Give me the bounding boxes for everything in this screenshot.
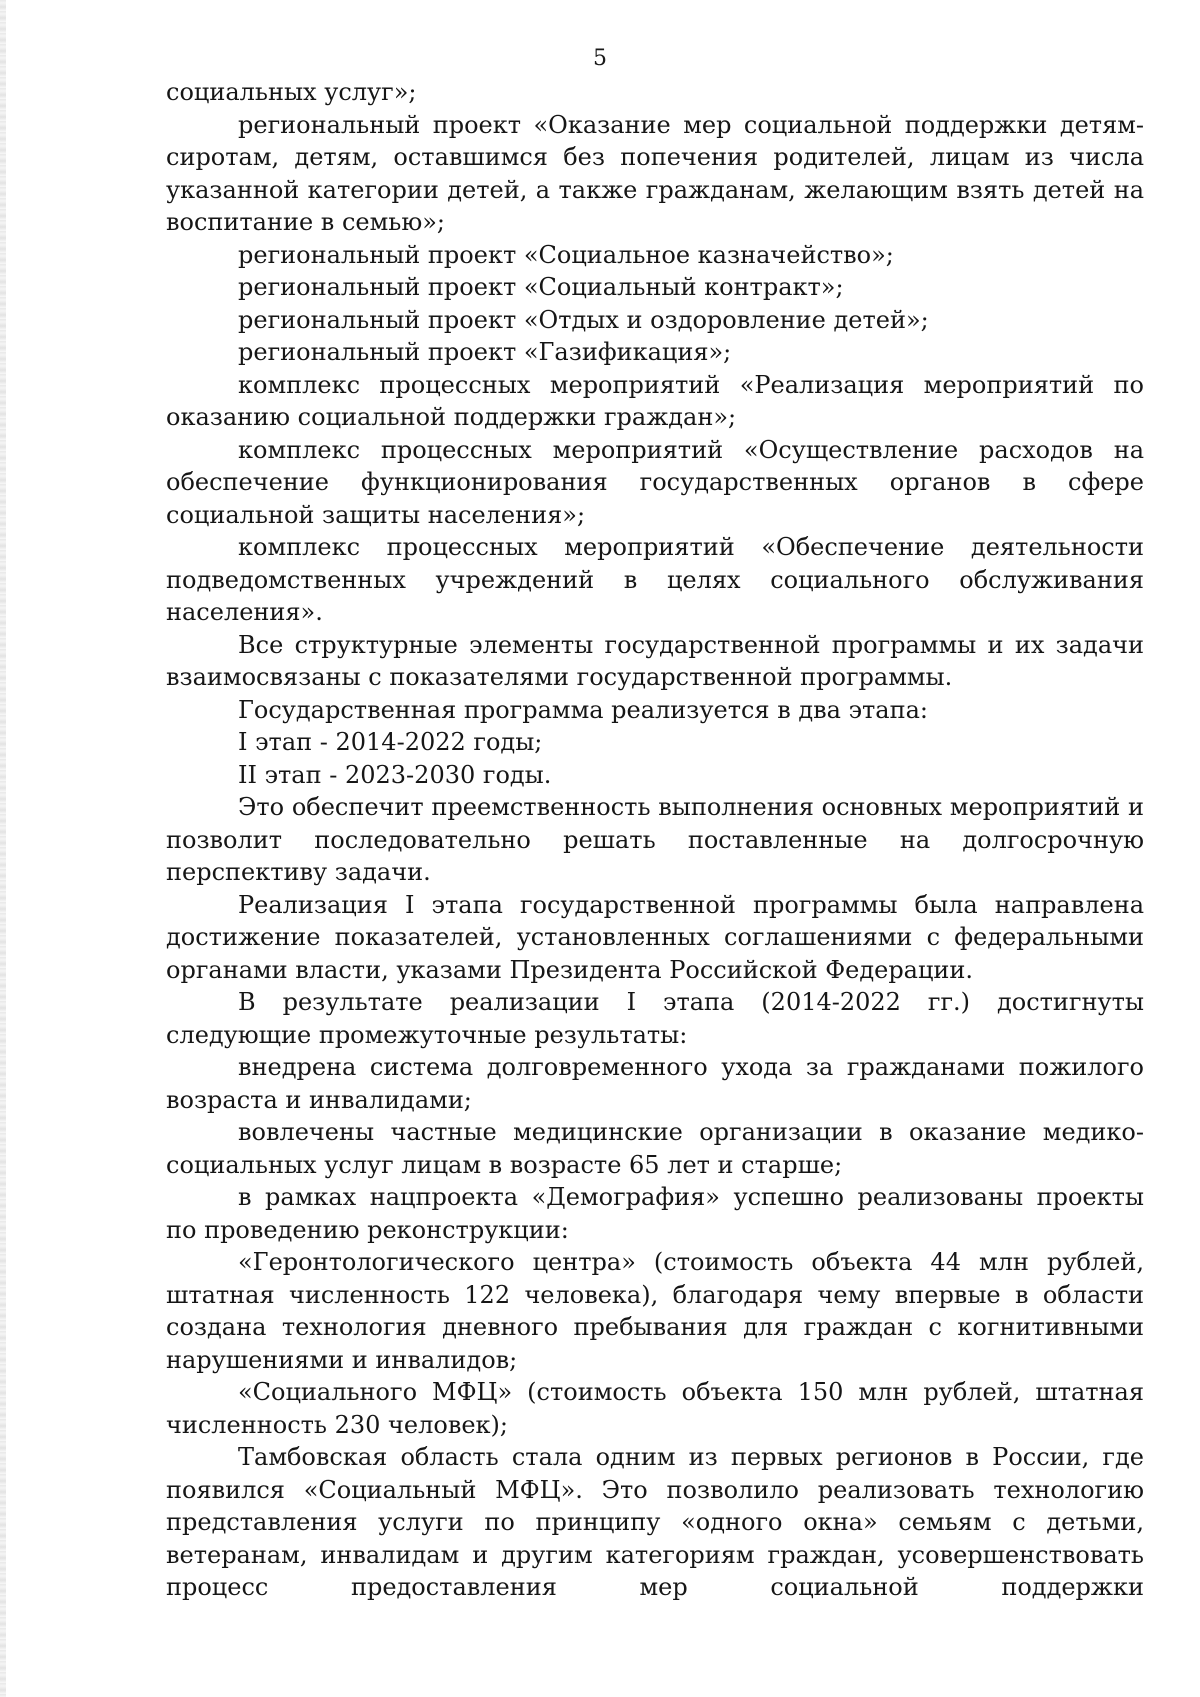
paragraph: вовлечены частные медицинские организации в оказание медико-социальных услуг лицам в возрасте 65 лет и старше;: [166, 1118, 1144, 1179]
document-body: [166, 76, 1144, 1604]
paragraph: Все структурные элементы государственной программы и их задачи взаимосвязаны с показателями государственной программы.: [166, 630, 1144, 691]
paragraph: региональный проект «Газификация»;: [238, 338, 732, 366]
paragraph: комплекс процессных мероприятий «Реализация мероприятий по оказанию социальной поддержки граждан»;: [166, 370, 1144, 431]
paragraph: комплекс процессных мероприятий «Осуществление расходов на обеспечение функционирования государственных органов в сфере социальной защиты населения»;: [166, 435, 1144, 529]
page-number: 5: [593, 46, 607, 71]
paragraph: II этап - 2023-2030 годы.: [238, 760, 552, 789]
paragraph: региональный проект «Социальный контракт»;: [238, 273, 844, 301]
paragraph: «Социального МФЦ» (стоимость объекта 150 млн рублей, штатная численность 230 человек);: [166, 1378, 1144, 1439]
paragraph: Тамбовская область стала одним из первых регионов в России, где появился «Социальный МФЦ». Это позволило реализовать технологию представления услуги по принципу «одного окна» семьям с детьми, ветеранам, инвалидам и другим категориям граждан, усовершенствовать процесс предоставления мер социальной поддержки: [166, 1443, 1144, 1601]
paragraph: региональный проект «Социальное казначейство»;: [238, 240, 894, 269]
paragraph: В результате реализации I этапа (2014-2022 гг.) достигнуты следующие промежуточные результаты:: [166, 988, 1144, 1049]
paragraph: Государственная программа реализуется в два этапа:: [238, 695, 928, 724]
paragraph: Это обеспечит преемственность выполнения основных мероприятий и позволит последовательно решать поставленные на долгосрочную перспективу задачи.: [166, 793, 1144, 886]
scan-edge-shadow: [0, 0, 6, 1697]
paragraph: «Геронтологического центра» (стоимость объекта 44 млн рублей, штатная численность 122 человека), благодаря чему впервые в области создана технология дневного пребывания для граждан с когнитивными нарушениями и инвалидов;: [166, 1248, 1144, 1374]
paragraph: внедрена система долговременного ухода за гражданами пожилого возраста и инвалидами;: [166, 1053, 1144, 1114]
paragraph: региональный проект «Отдых и оздоровление детей»;: [238, 305, 929, 334]
paragraph: региональный проект «Оказание мер социальной поддержки детям-сиротам, детям, оставшимся без попечения родителей, лицам из числа указанной категории детей, а также гражданам, желающим взять детей на воспитание в семью»;: [166, 110, 1144, 236]
paragraph: I этап - 2014-2022 годы;: [238, 728, 543, 756]
paragraph: социальных услуг»;: [166, 78, 417, 106]
paragraph: Реализация I этапа государственной программы была направлена достижение показателей, установленных соглашениями с федеральными органами власти, указами Президента Российской Федерации.: [166, 890, 1144, 984]
paragraph: в рамках нацпроекта «Демография» успешно реализованы проекты по проведению реконструкции:: [166, 1183, 1144, 1244]
paragraph: комплекс процессных мероприятий «Обеспечение деятельности подведомственных учреждений в целях социального обслуживания населения».: [166, 533, 1144, 626]
